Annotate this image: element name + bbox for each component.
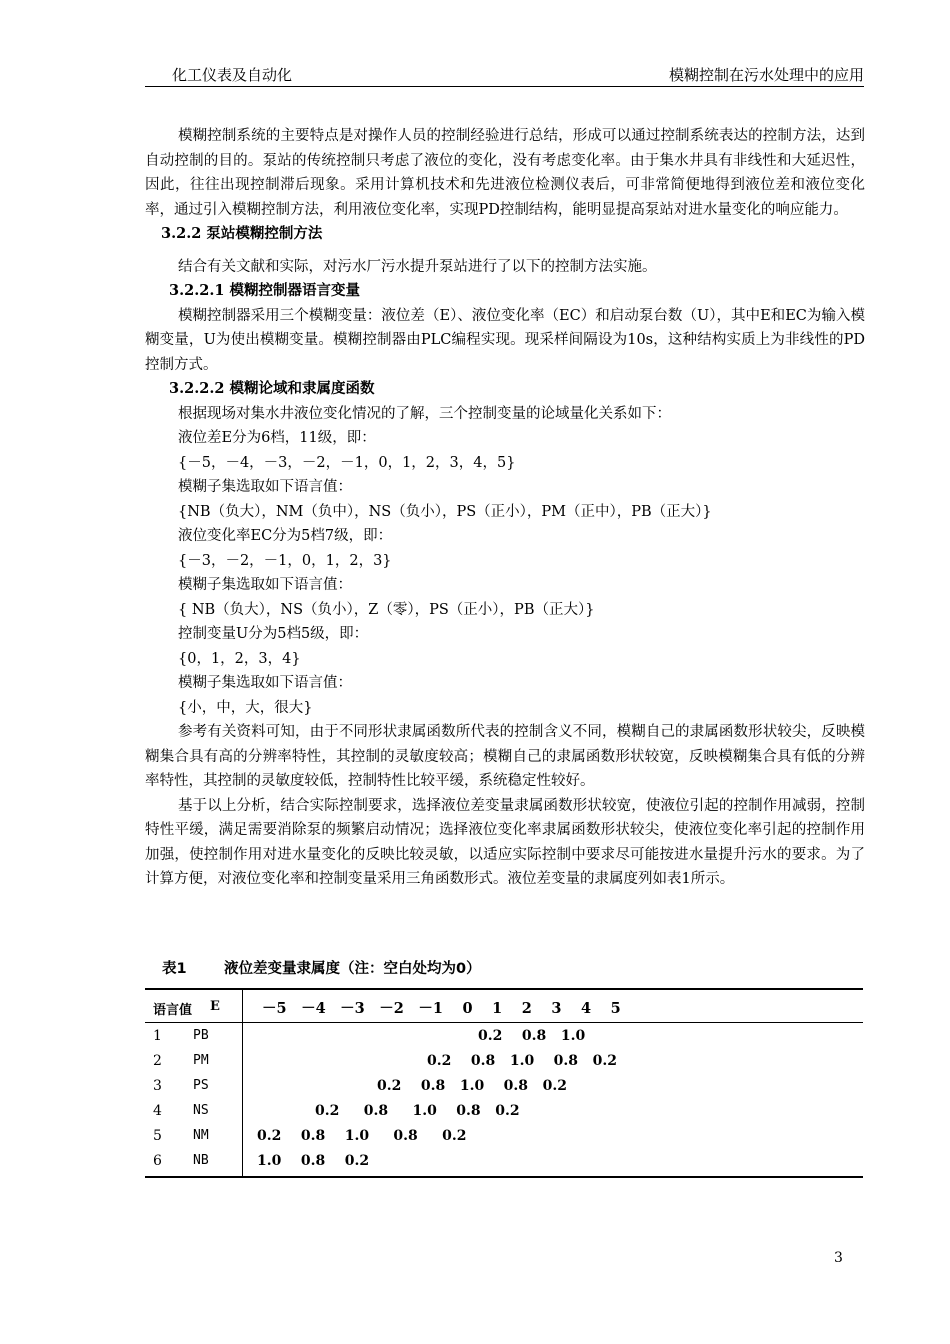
row-values: 1.0 0.8 0.2 <box>257 1153 370 1169</box>
table-row <box>145 1053 863 1078</box>
paragraph-membership-shape: 参考有关资料可知，由于不同形状隶属函数所代表的控制含义不同，模糊自己的隶属函数形状较尖，反映模糊集合具有高的分辨率特性，其控制的灵敏度较高；模糊自己的隶属函数形状较宽，反映模糊集合具有低的分辨率特性，其控制的灵敏度较低，控制特性比较平缓，系统稳定性较好。 <box>145 724 865 789</box>
text-line: 液位变化率EC分为5档7级，即： <box>178 528 393 544</box>
row-index: 2 <box>153 1053 162 1069</box>
row-values: 0.2 0.8 1.0 0.8 0.2 <box>427 1053 618 1069</box>
body-text <box>145 124 865 892</box>
row-label: NS <box>193 1103 209 1118</box>
paragraph-intro: 模糊控制系统的主要特点是对操作人员的控制经验进行总结，形成可以通过控制系统表达的控制方法，达到自动控制的目的。泵站的传统控制只考虑了液位的变化，没有考虑变化率。由于集水井具有非线性和大延迟性，因此，往往出现控制滞后现象。采用计算机技术和先进液位检测仪表后，可非常简便地得到液位差和液位变化率，通过引入模糊控制方法，利用液位变化率，实现PD控制结构，能明显提高泵站对进水量变化的响应能力。 <box>145 128 865 218</box>
row-values: 0.2 0.8 1.0 0.8 0.2 <box>377 1078 568 1094</box>
row-values: 0.2 0.8 1.0 <box>478 1028 586 1044</box>
row-index: 3 <box>153 1078 162 1094</box>
table-header-values: －5 －4 －3 －2 －1 0 1 2 3 4 5 <box>262 1000 621 1017</box>
table-caption-number: 表1 <box>162 961 187 977</box>
row-values: 0.2 0.8 1.0 0.8 0.2 <box>257 1128 467 1144</box>
text-line: 根据现场对集水井液位变化情况的了解，三个控制变量的论域量化关系如下： <box>178 405 671 422</box>
text-line: {0，1，2，3，4} <box>178 650 301 667</box>
text-line: { NB（负大），NS（负小），Z（零），PS（正小），PB（正大）} <box>178 601 595 618</box>
row-index: 4 <box>153 1103 162 1119</box>
row-index: 6 <box>153 1153 162 1169</box>
page-number: 3 <box>834 1250 843 1266</box>
text-line: {－3，－2，－1，0，1，2，3} <box>178 552 392 569</box>
table-header-rule <box>145 1022 863 1023</box>
row-values: 0.2 0.8 1.0 0.8 0.2 <box>315 1103 520 1119</box>
heading-3-2-2-2: 3.2.2.2 模糊论域和隶属度函数 <box>169 380 375 397</box>
heading-3-2-2: 3.2.2 泵站模糊控制方法 <box>161 225 323 242</box>
row-label: NB <box>193 1153 209 1168</box>
text-line: 模糊子集选取如下语言值： <box>178 577 352 593</box>
row-index: 5 <box>153 1128 162 1144</box>
text-line: 液位差E分为6档，11级，即： <box>178 430 376 446</box>
table-caption-text: 液位差变量隶属度（注：空白处均为0） <box>224 961 481 977</box>
row-label: NM <box>193 1128 209 1143</box>
paragraph-method: 结合有关文献和实际，对污水厂污水提升泵站进行了以下的控制方法实施。 <box>178 258 657 275</box>
text-line: {NB（负大），NM（负中），NS（负小），PS（正小），PM（正中），PB（正大）} <box>178 503 712 520</box>
table-row <box>145 1028 863 1053</box>
heading-3-2-2-1: 3.2.2.1 模糊控制器语言变量 <box>169 282 361 299</box>
table-row <box>145 1128 863 1153</box>
row-label: PM <box>193 1053 209 1068</box>
text-line: {小，中，大，很大} <box>178 699 313 716</box>
row-label: PB <box>193 1028 209 1043</box>
table-top-rule <box>145 988 863 990</box>
table-header-label: 语言值 <box>153 1003 193 1018</box>
header-rule <box>145 86 864 87</box>
text-line: 模糊子集选取如下语言值： <box>178 479 352 495</box>
paragraph-variables: 模糊控制器采用三个模糊变量：液位差（E）、液位变化率（EC）和启动泵台数（U），其中E和EC为输入模糊变量，U为使出模糊变量。模糊控制器由PLC编程实现。现采样间隔设为10s，这种结构实质上为非线性的PD控制方式。 <box>145 307 865 373</box>
running-header-title: 模糊控制在污水处理中的应用 <box>668 66 864 84</box>
table-row <box>145 1153 863 1178</box>
text-line: 控制变量U分为5档5级，即： <box>178 626 369 642</box>
text-line: 模糊子集选取如下语言值： <box>178 675 352 691</box>
table-bottom-rule <box>145 1176 863 1178</box>
running-header-journal: 化工仪表及自动化 <box>172 66 293 84</box>
paragraph-analysis: 基于以上分析，结合实际控制要求，选择液位差变量隶属函数形状较宽，使液位引起的控制作用减弱，控制特性平缓，满足需要消除泵的频繁启动情况；选择液位变化率隶属函数形状较尖，使液位变化率引起的控制作用加强，使控制作用对进水量变化的反映比较灵敏，以适应实际控制中要求尽可能按进水量提升污水的要求。为了计算方便，对液位变化率和控制变量采用三角函数形式。液位差变量的隶属度列如表1所示。 <box>145 797 865 887</box>
table-header-e: E <box>210 999 220 1014</box>
text-line: {－5，－4，－3，－2，－1，0，1，2，3，4，5} <box>178 454 516 471</box>
row-index: 1 <box>153 1028 162 1044</box>
table-caption <box>162 957 481 978</box>
row-label: PS <box>193 1078 209 1093</box>
table-row <box>145 1103 863 1128</box>
table-row <box>145 1078 863 1103</box>
